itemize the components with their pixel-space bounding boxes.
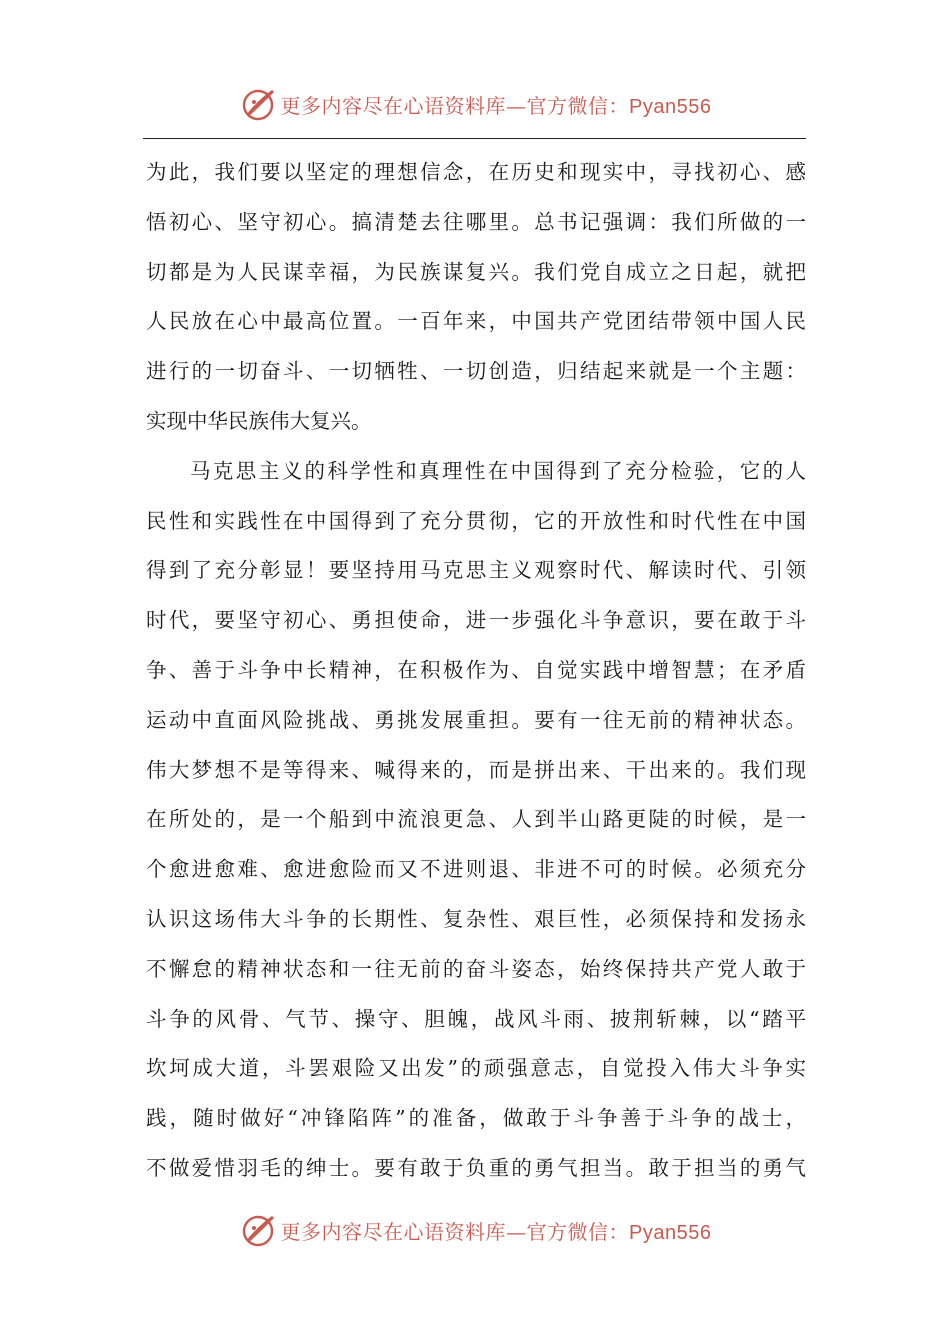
pen-logo-icon — [239, 1210, 279, 1250]
text-line: 进行的一切奋斗、一切牺牲、一切创造，归结起来就是一个主题： — [146, 359, 806, 384]
footer-wechat-label: 官方微信： — [526, 1219, 630, 1244]
text-line: 实现中华民族伟大复兴。 — [146, 408, 372, 433]
paragraph-start-line: 马克思主义的科学性和真理性在中国得到了充分检验，它的人 — [190, 458, 806, 483]
text-line: 切都是为人民谋幸福，为民族谋复兴。我们党自成立之日起，就把 — [146, 259, 806, 284]
footer-banner — [0, 1208, 950, 1252]
footer-banner-dash: — — [506, 1219, 527, 1244]
header-wechat-id: Pyan556 — [629, 95, 712, 118]
header-banner-content — [239, 84, 712, 124]
text-line: 在所处的，是一个船到中流浪更急、人到半山路更陡的时候，是一 — [146, 807, 806, 832]
text-line: 个愈进愈难、愈进愈险而又不进则退、非进不可的时候。必须充分 — [146, 857, 806, 882]
text-line: 人民放在心中最高位置。一百年来，中国共产党团结带领中国人民 — [146, 309, 806, 334]
text-line: 时代，要坚守初心、勇担使命，进一步强化斗争意识，要在敢于斗 — [146, 608, 806, 633]
document-body — [146, 148, 806, 1194]
header-wechat-label: 官方微信： — [526, 93, 630, 118]
text-line: 不做爱惜羽毛的绅士。要有敢于负重的勇气担当。敢于担当的勇气 — [146, 1155, 806, 1180]
text-line: 斗争的风骨、气节、操守、胆魄，战风斗雨、披荆斩棘，以“踏平 — [146, 1006, 806, 1031]
text-line: 争、善于斗争中长精神，在积极作为、自觉实践中增智慧；在矛盾 — [146, 657, 806, 682]
footer-wechat-id: Pyan556 — [629, 1221, 712, 1244]
header-banner-text — [281, 90, 712, 119]
text-line: 运动中直面风险挑战、勇挑发展重担。要有一往无前的精神状态。 — [146, 707, 806, 732]
text-line: 民性和实践性在中国得到了充分贯彻，它的开放性和时代性在中国 — [146, 508, 806, 533]
footer-banner-content — [239, 1210, 712, 1250]
header-banner-main: 更多内容尽在心语资料库 — [280, 93, 507, 118]
text-line: 伟大梦想不是等得来、喊得来的，而是拼出来、干出来的。我们现 — [146, 757, 806, 782]
footer-banner-text — [281, 1216, 712, 1245]
pen-logo-icon — [239, 84, 279, 124]
footer-banner-main: 更多内容尽在心语资料库 — [280, 1219, 507, 1244]
text-line: 践，随时做好“冲锋陷阵”的准备，做敢于斗争善于斗争的战士， — [146, 1106, 806, 1131]
text-line: 悟初心、坚守初心。搞清楚去往哪里。总书记强调：我们所做的一 — [146, 209, 806, 234]
text-line: 不懈怠的精神状态和一往无前的奋斗姿态，始终保持共产党人敢于 — [146, 956, 806, 981]
header-banner — [0, 82, 950, 126]
text-line: 坎坷成大道，斗罢艰险又出发”的顽强意志，自觉投入伟大斗争实 — [146, 1056, 806, 1081]
text-line: 认识这场伟大斗争的长期性、复杂性、艰巨性，必须保持和发扬永 — [146, 906, 806, 931]
text-line: 得到了充分彰显！要坚持用马克思主义观察时代、解读时代、引领 — [146, 558, 806, 583]
header-divider — [143, 138, 806, 139]
text-line: 为此，我们要以坚定的理想信念，在历史和现实中，寻找初心、感 — [146, 160, 806, 184]
header-banner-dash: — — [506, 93, 527, 118]
